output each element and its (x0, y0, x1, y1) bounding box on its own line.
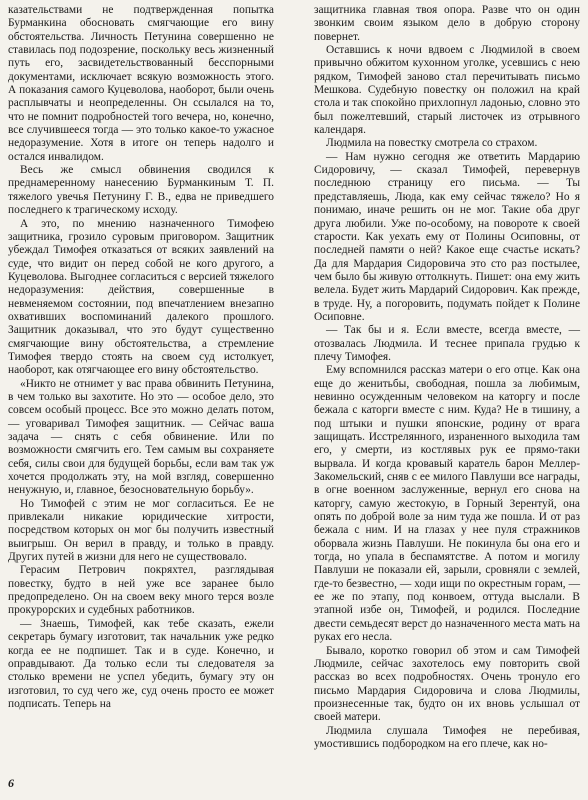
paragraph: Бывало, коротко говорил об этом и сам Тимофей Людмиле, сейчас захотелось ему повторить свой рассказ во всех подробностях. Очень тронуло его письмо Мардария Сидоровича и слова Людмилы, произнесенные так, будто он их вновь услышал от своей матери. (314, 644, 580, 724)
paragraph: казательствами не подтвержденная попытка Бурманкина обосновать смягчающие его вину обстоятельства. Личность Петунина совершенно не ставилась под подозрение, поскольку весь жизненный путь его, засвидетельствованный бесспорными документами, исключает всякую возможность этого. А показания самого Куцеволова, наоборот, были очень расплывчаты и неопределенны. Он ссылался на то, что не помнит подробностей того вечера, но, конечно, все случившееся тогда — это только какое-то ужасное недоразумение. Хотя в итоге он теперь надолго и остался инвалидом. (8, 4, 274, 163)
paragraph: Людмила слушала Тимофея не перебивая, умостившись подбородком на его плече, как но- (314, 724, 580, 750)
page-number: 6 (8, 776, 14, 790)
paragraph: Но Тимофей с этим не мог согласиться. Ее не привлекали никакие юридические хитрости, посредством которых он мог бы получить известный выигрыш. Он верил в правду, и только в правду. Других путей в жизни для него не существовало. (8, 497, 274, 564)
left-column (8, 4, 274, 711)
paragraph: Герасим Петрович покряхтел, разглядывая повестку, будто в ней уже все заранее было предопределено. Он на своем веку много терся возле прокурорских и судебных работников. (8, 564, 274, 617)
paragraph: Людмила на повестку смотрела со страхом. (326, 137, 538, 150)
paragraph: А это, по мнению назначенного Тимофею защитника, грозило суровым приговором. Защитник убеждал Тимофея отказаться от всяких заявлений на суде, что видит он перед собой не кого другого, а Куцеволова. Выгоднее согласиться с версией тяжелого недоразумения: действия, совершенные в невменяемом состоянии, под впечатлением внезапно охвативших воспоминаний далекого прошлого. Защитник доказывал, что это будут существенно смягчающие вину обстоятельства, а стремление Тимофея твердо стоять на своем суд истолкует, наоборот, как отягчающее его вину обстоятельство. (8, 217, 274, 377)
paragraph: — Нам нужно сегодня же ответить Мардарию Сидоровичу, — сказал Тимофей, перевернув последнюю страницу его письма. — Ты представляешь, Люда, как ему сейчас тяжело? Но я понимаю, иначе решить он не мог. Такие оба друг друга любили. Уже по-особому, на повороте к своей старости. Как уехать ему от Полины Осиповны, от последней памяти о ней? Какое еще счастье искать? Да для Мардария Сидоровича это сто раз постылее, чем было бы живую оттолкнуть. Пишет: она ему жить велела. Будет жить Мардарий Сидорович. Как прежде, в труде. Ну, а погоровить, подумать пойдет к Полине Осиповне. (314, 150, 580, 323)
paragraph: защитника главная твоя опора. Разве что он один звонким своим языком дело в добрую сторону повернет. (314, 4, 580, 43)
paragraph: Ему вспомнился рассказ матери о его отце. Как она еще до женитьбы, свободная, пошла за любимым, невинно осужденным человеком на каторгу и после бежала с каторги вместе с ним. Куда? Не в тишину, а под штыки и пушки японские, родину от врага защищать. Исстрелянного, израненного выходила там его, у смерти, из костлявых рук ее прямо-таки вырвала. И когда кровавый каратель барон Меллер-Закомельский, сняв с ее милого Павлуши все награды, в огне военном заслуженные, вернул его снова на каторгу, самую жестокую, в Горный Зерентуй, она опять по доброй воле за ним туда же пошла. И от раз бежала с ним. И на глазах у нее пуля стражников оборвала жизнь Павлуши. Не покинула бы она его и тогда, но упала в беспамятстве. А потом и могилу Павлуши не показали ей, зарыли, сровняли с землей, где-то безвестно, — ходи ищи по окрестным горам, — ее же по этапу, под конвоем, оттуда выслали. В этапной избе он, Тимофей, и родился. Последние двести семьдесят верст до назначенного места мать на руках его несла. (314, 364, 580, 644)
paragraph: Оставшись к ночи вдвоем с Людмилой в своем привычно обжитом кухонном уголке, усевшись с нею рядком, Тимофей заново стал перечитывать письмо Мешкова. Судебную повестку он положил на край стола и так спокойно прихлопнул ладонью, словно это был пожелтевший, старый листочек из отрывного календаря. (314, 44, 580, 137)
right-column (314, 4, 580, 751)
paragraph: — Знаешь, Тимофей, как тебе сказать, ежели секретарь бумагу изготовит, так начальник уже редко когда ее не подпишет. Так и в суде. Конечно, и оправдывают. Да только если ты следователя за столько времени не успел убедить, бумагу эту он изготовил, то суд чего же, суд очень просто ее может подписать. Теперь на (8, 617, 274, 710)
paragraph: — Так бы и я. Если вместе, всегда вместе, — отозвалась Людмила. И теснее припала грудью к плечу Тимофея. (314, 324, 580, 363)
paragraph: Весь же смысл обвинения сводился к преднамеренному нанесению Бурманкиным Т. П. тяжелого увечья Петунину Г. В., едва не приведшего последнего к трагическому исходу. (8, 164, 274, 217)
paragraph: «Никто не отнимет у вас права обвинить Петунина, в чем только вы захотите. Но это — особое дело, это совсем особый процесс. Все это можно делать потом, — уговаривал Тимофея защитник. — Сейчас ваша задача — снять с себя обвинение. Или по возможности смягчить его. Тем самым вы сохраняете себя, силы свои для будущей борьбы, если вам так уж хочется продолжать эту, на мой взгляд, совершенно ненужную, и, главное, безосновательную борьбу». (8, 377, 274, 497)
